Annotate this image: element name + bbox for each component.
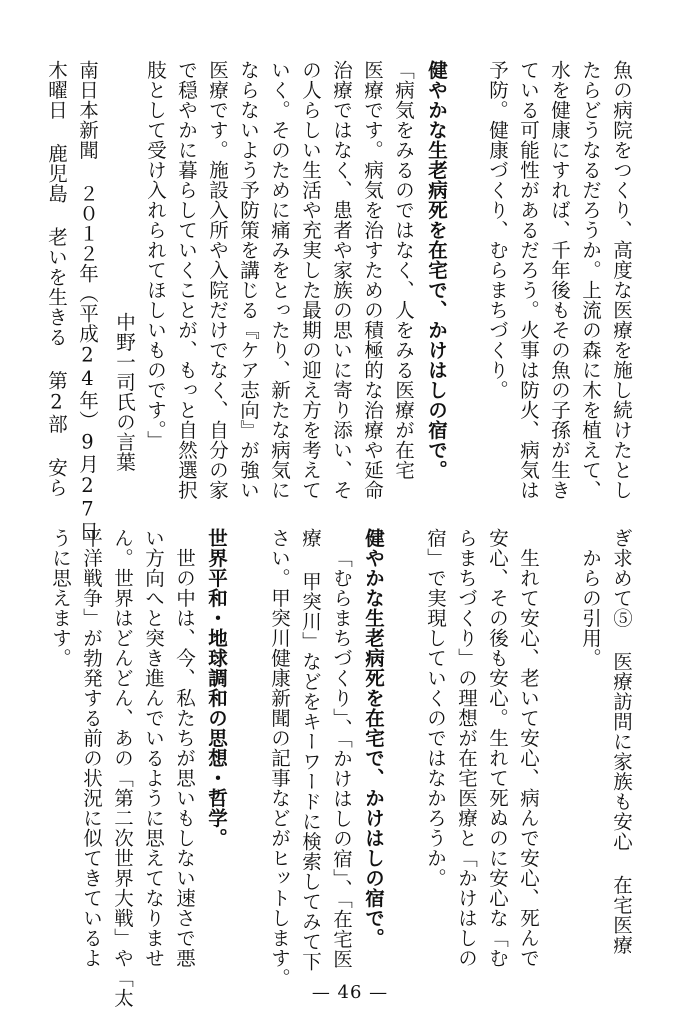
text-column: 「病気をみるのではなく、人をみる医療が在宅: [392, 60, 415, 480]
text-column: 医療です。病気を治すための積極的な治療や延命: [361, 60, 384, 500]
text-column: 予防。健康づくり、むらまちづくり。: [486, 60, 509, 400]
text-column: ならないよう予防策を講じる『ケア志向』が強い: [237, 60, 260, 500]
section-heading: 健やかな生老病死を在宅で、かけはしの宿で。: [362, 528, 385, 948]
section-heading: 世界平和・地球調和の思想・哲学。: [205, 528, 228, 848]
text-column: いく。そのために痛みをとったり、新たな病気に: [268, 60, 291, 500]
page-number: — 46 —: [311, 982, 389, 1003]
text-column: 水を健康にすれば、千年後もその魚の子孫が生き: [548, 60, 571, 500]
quote-attribution: 中野一司氏の言葉: [113, 312, 136, 472]
text-column: 世の中は、今、私たちが思いもしない速さで悪: [173, 548, 196, 968]
text-column: うに思えます。: [49, 528, 72, 668]
text-column: い方向へと突き進んでいるように思えてなりませ: [142, 528, 165, 968]
text-column: 安心、その後も安心。生れて死ぬのに安心な「む: [486, 528, 509, 968]
text-column: 療 甲突川」などをキーワードに検索してみて下: [299, 528, 322, 972]
source-citation: ぎ求めて⑤ 医療訪問に家族も安心 在宅医療: [610, 528, 633, 955]
text-column: 肢として受け入れられてほしいものです。」: [144, 60, 167, 451]
source-citation: 木曜日 鹿児島 老いを生きる 第2部 安ら: [45, 60, 68, 498]
text-column: 宿」で実現していくのではなかろうか。: [424, 528, 447, 888]
text-column: で穏やかに暮らしていくことが、もっと自然選択: [175, 60, 198, 500]
text-column: 魚の病院をつくり、高度な医療を施し続けたとし: [610, 60, 633, 500]
text-column: たらどうなるだろうか。上流の森に木を植えて、: [579, 60, 602, 500]
text-column: 医療です。施設入所や入院だけでなく、自分の家: [206, 60, 229, 500]
text-column: の人らしい生活や充実した最期の迎え方を考えて: [299, 60, 322, 500]
text-column: さい。甲突川健康新聞の記事などがヒットします。: [268, 528, 291, 988]
text-column: 「むらまちづくり」、「かけはしの宿」、「在宅医: [330, 548, 353, 969]
text-column: 治療ではなく、患者や家族の思いに寄り添い、そ: [330, 60, 353, 500]
source-citation: からの引用。: [579, 548, 602, 668]
text-column: らまちづくり」の理想が在宅医療と「かけはしの: [455, 528, 478, 968]
source-citation: 南日本新聞 ２０１２年（平成24年）9月27日: [76, 60, 99, 541]
text-column: ん。世界はどんどん、あの「第二次世界大戦」や「太: [111, 528, 134, 1008]
text-column: 平洋戦争」が勃発する前の状況に似てきているよ: [80, 528, 103, 968]
text-column: ている可能性があるだろう。火事は防火、病気は: [517, 60, 540, 500]
section-heading: 健やかな生老病死を在宅で、かけはしの宿で。: [425, 60, 448, 480]
text-column: 生れて安心、老いて安心、病んで安心、死んで: [517, 548, 540, 968]
